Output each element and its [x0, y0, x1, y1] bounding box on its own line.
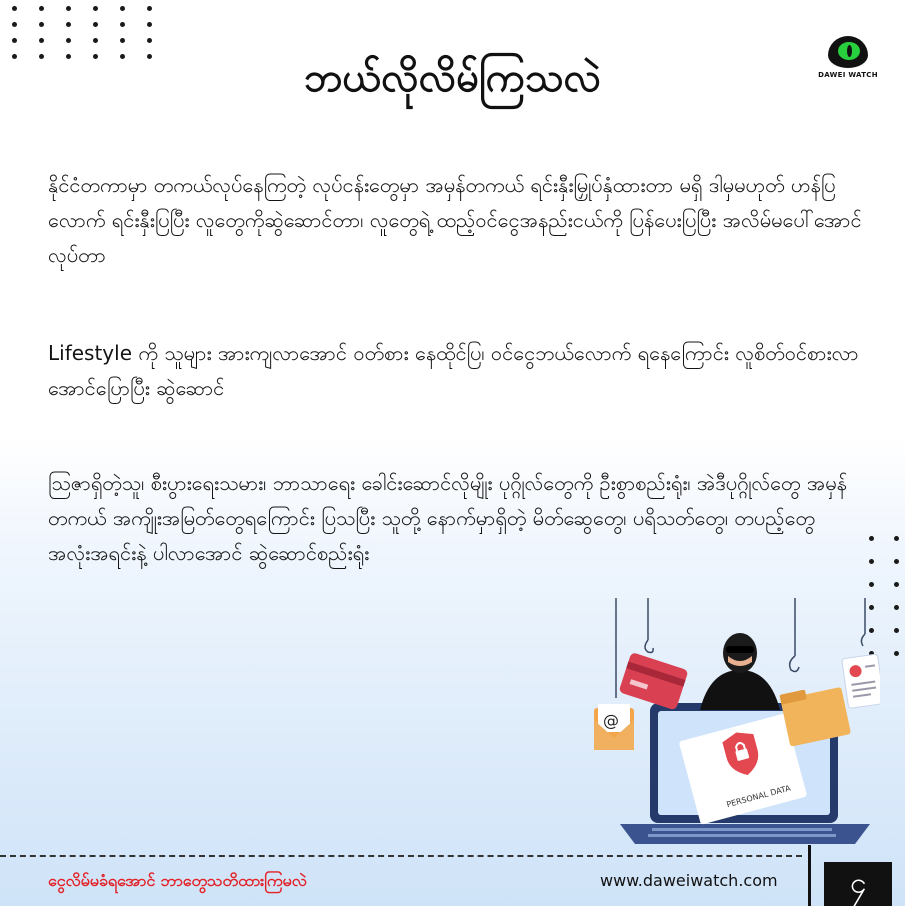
eye-icon [828, 36, 868, 68]
at-sign-icon: @ [603, 711, 619, 730]
email-envelope-icon [594, 704, 634, 750]
dawei-watch-logo [818, 36, 878, 79]
page-title: ဘယ်လိုလိမ်ကြသလဲ [303, 55, 602, 101]
hacker-figure [700, 633, 780, 710]
personal-data-label: PERSONAL DATA [725, 783, 792, 810]
credit-card-icon [619, 652, 689, 710]
footer-vertical-divider [808, 845, 811, 906]
page-number: ၄ [824, 862, 892, 906]
footer-divider [0, 855, 802, 857]
paragraph-1: နိုင်ငံတကာမှာ တကယ်လုပ်နေကြတဲ့ လုပ်ငန်းတွေမှာ အမှန်တကယ် ရင်းနှီးမြှုပ်နှံထားတာ မရှိ ဒါမှမဟုတ် ဟန်ပြလောက် ရင်းနှီးပြပြီး လူတွေကိုဆွဲဆောင်တာ၊ လူတွေရဲ့ ထည့်ဝင်ငွေအနည်းငယ်ကို ပြန်ပေးပြပြီး အလိမ်မပေါ်အောင် လုပ်တာ [48, 173, 862, 267]
id-card-icon [842, 654, 880, 709]
series-title: ငွေလိမ်မခံရအောင် ဘာတွေသတိထားကြမလဲ [48, 871, 307, 890]
folder-icon [779, 682, 851, 747]
phishing-illustration [580, 598, 880, 848]
paragraph-2: Lifestyle ကို သူများ အားကျလာအောင် ဝတ်စား နေထိုင်ပြ၊ ဝင်ငွေဘယ်လောက် ရနေကြောင်း လူစိတ်ဝင်စားလာအောင်ပြောပြီး ဆွဲဆောင် [48, 341, 859, 400]
website-url[interactable]: www.daweiwatch.com [600, 871, 778, 890]
logo-text: DAWEI WATCH [818, 71, 878, 79]
paragraph-3: သြဇာရှိတဲ့သူ၊ စီးပွားရေးသမား၊ ဘာသာရေး ခေါင်းဆောင်လိုမျိုး ပုဂ္ဂိုလ်တွေကို ဦးစွာစည်းရုံး၊ အဲဒီပုဂ္ဂိုလ်တွေ အမှန်တကယ် အကျိုးအမြတ်တွေရကြောင်း ပြသပြီး သူတို့ နောက်မှာရှိတဲ့ မိတ်ဆွေတွေ၊ ပရိသတ်တွေ၊ တပည့်တွေ အလုံးအရင်းနဲ့ ပါလာအောင် ဆွဲဆောင်စည်းရုံး [48, 471, 847, 565]
